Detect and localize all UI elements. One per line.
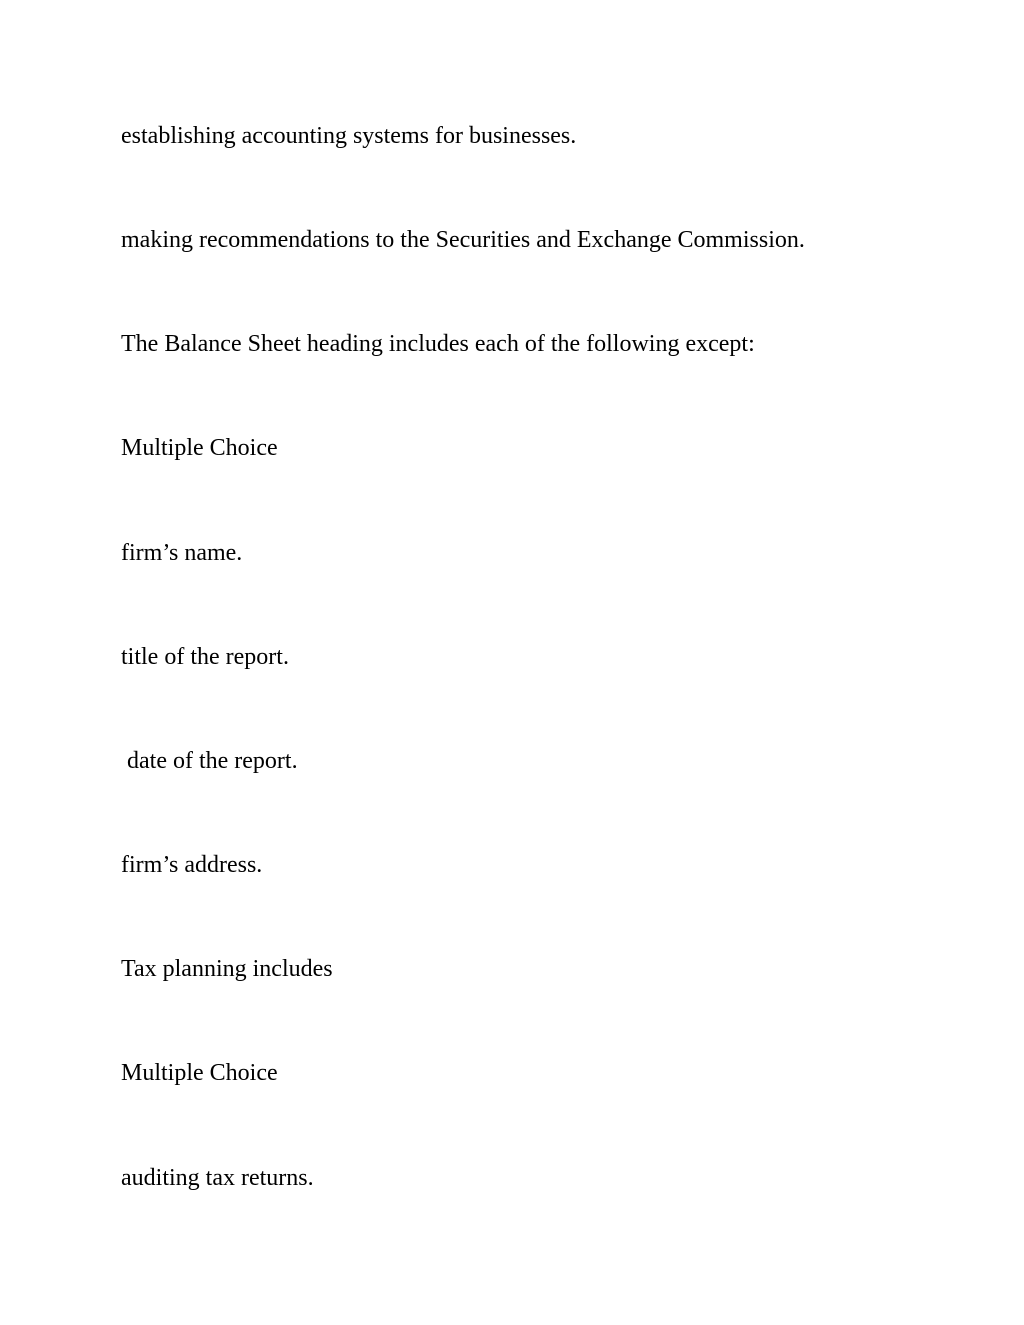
answer-option-recommendations-sec: making recommendations to the Securities and Exchange Commission. <box>121 227 805 253</box>
answer-option-title-of-report: title of the report. <box>121 644 289 670</box>
question-balance-sheet-heading: The Balance Sheet heading includes each of the following except: <box>121 331 755 357</box>
answer-option-auditing-tax-returns: auditing tax returns. <box>121 1165 314 1191</box>
answer-option-date-of-report: date of the report. <box>121 748 298 774</box>
answer-option-firms-address: firm’s address. <box>121 852 263 878</box>
answer-option-firms-name: firm’s name. <box>121 540 243 566</box>
question-type-label: Multiple Choice <box>121 1060 278 1086</box>
question-tax-planning: Tax planning includes <box>121 956 333 982</box>
answer-option-establishing-accounting-systems: establishing accounting systems for businesses. <box>121 123 577 149</box>
question-type-label: Multiple Choice <box>121 435 278 461</box>
